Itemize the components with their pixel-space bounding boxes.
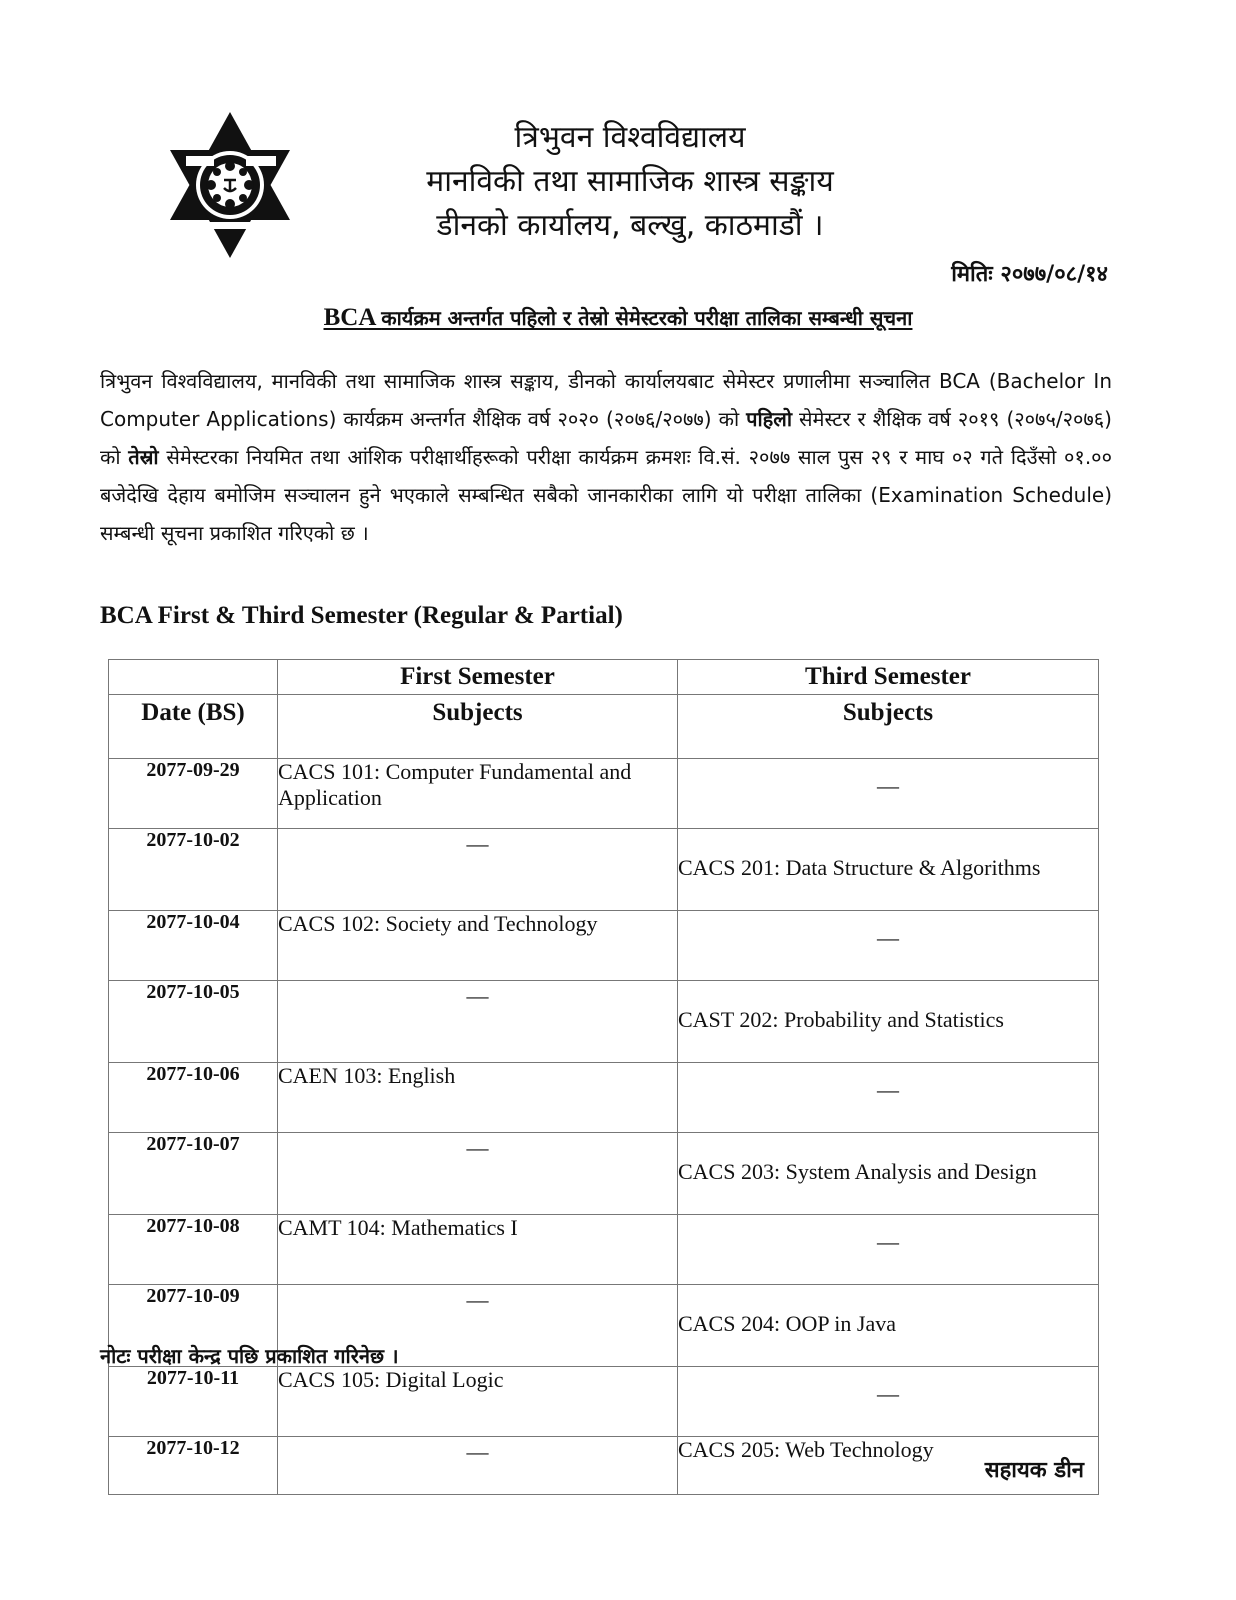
first-semester-empty: —	[278, 1285, 678, 1367]
exam-date: 2077-10-07	[109, 1133, 278, 1215]
exam-date: 2077-10-05	[109, 981, 278, 1063]
header-date: Date (BS)	[109, 695, 278, 759]
header-subjects-first: Subjects	[278, 695, 678, 759]
body-bold-third: तेस्रो	[128, 445, 159, 469]
header-first-semester: First Semester	[278, 660, 678, 695]
exam-date: 2077-10-11	[109, 1367, 278, 1437]
first-semester-subject: CAEN 103: English	[278, 1063, 678, 1133]
first-semester-subject: CACS 101: Computer Fundamental and Application	[278, 759, 678, 829]
third-semester-subject: CAST 202: Probability and Statistics	[678, 981, 1099, 1063]
third-semester-subject: CACS 204: OOP in Java	[678, 1285, 1099, 1367]
body-bold-first: पहिलो	[746, 407, 793, 431]
notice-date: मितिः २०७७/०८/१४	[951, 262, 1108, 287]
table-row	[109, 981, 1099, 1063]
table-row	[109, 759, 1099, 829]
third-semester-empty: —	[678, 1215, 1099, 1285]
first-semester-empty: —	[278, 1437, 678, 1495]
body-text-1: त्रिभुवन विश्वविद्यालय, मानविकी तथा सामाजिक शास्त्र सङ्काय, डीनको कार्यालयबाट सेमेस्टर प्रणालीमा सञ्चालित BCA (Bachelor In Computer Applications) कार्यक्रम अन्तर्गत शैक्षिक वर्ष २०२० (२०७६/२०७७) को	[100, 369, 1112, 431]
first-semester-subject: CACS 102: Society and Technology	[278, 911, 678, 981]
exam-date: 2077-10-12	[109, 1437, 278, 1495]
table-row	[109, 1215, 1099, 1285]
table-row	[109, 911, 1099, 981]
exam-date: 2077-10-04	[109, 911, 278, 981]
institution-header	[330, 116, 930, 248]
exam-date: 2077-10-06	[109, 1063, 278, 1133]
header-empty-cell	[109, 660, 278, 695]
third-semester-empty: —	[678, 911, 1099, 981]
table-subheader-row	[109, 695, 1099, 759]
body-text-3: सेमेस्टरका नियमित तथा आंशिक परीक्षार्थीहरूको परीक्षा कार्यक्रम क्रमशः वि.सं. २०७७ साल पुस २९ र माघ ०२ गते दिउँसो ०१.०० बजेदेखि देहाय बमोजिम सञ्चालन हुने भएकाले सम्बन्धित सबैको जानकारीका लागि यो परीक्षा तालिका (Examination Schedule) सम्बन्धी सूचना प्रकाशित गरिएको छ ।	[100, 445, 1112, 545]
first-semester-subject: CACS 105: Digital Logic	[278, 1367, 678, 1437]
table-row	[109, 829, 1099, 911]
faculty-name: मानविकी तथा सामाजिक शास्त्र सङ्काय	[426, 164, 834, 199]
exam-date: 2077-10-02	[109, 829, 278, 911]
title-program: BCA	[323, 304, 382, 331]
notice-body	[100, 362, 1112, 552]
table-row	[109, 1063, 1099, 1133]
signature: सहायक डीन	[984, 1458, 1084, 1483]
header-subjects-third: Subjects	[678, 695, 1099, 759]
title-text: कार्यक्रम अन्तर्गत पहिलो र तेस्रो सेमेस्टरको परीक्षा तालिका सम्बन्धी सूचना	[381, 306, 913, 330]
first-semester-subject: CAMT 104: Mathematics I	[278, 1215, 678, 1285]
university-logo	[166, 110, 294, 260]
section-heading: BCA First & Third Semester (Regular & Partial)	[100, 602, 623, 629]
exam-date: 2077-10-08	[109, 1215, 278, 1285]
office-address: डीनको कार्यालय, बल्खु, काठमाडौं ।	[436, 208, 824, 243]
table-header-row	[109, 660, 1099, 695]
table-row	[109, 1133, 1099, 1215]
exam-schedule-table	[108, 659, 1099, 1495]
table-row	[109, 1437, 1099, 1495]
note-text: नोटः परीक्षा केन्द्र पछि प्रकाशित गरिनेछ ।	[100, 1344, 399, 1368]
third-semester-subject: CACS 201: Data Structure & Algorithms	[678, 829, 1099, 911]
exam-date: 2077-10-09	[109, 1285, 278, 1367]
third-semester-empty: —	[678, 759, 1099, 829]
third-semester-subject: CACS 203: System Analysis and Design	[678, 1133, 1099, 1215]
first-semester-empty: —	[278, 1133, 678, 1215]
exam-date: 2077-09-29	[109, 759, 278, 829]
university-name: त्रिभुवन विश्वविद्यालय	[514, 120, 746, 155]
header-third-semester: Third Semester	[678, 660, 1099, 695]
first-semester-empty: —	[278, 829, 678, 911]
third-semester-subject: CACS 205: Web Technology	[678, 1437, 1099, 1495]
table-row	[109, 1367, 1099, 1437]
body-text-2: सेमेस्टर र शैक्षिक वर्ष २०१९ (२०७५/२०७६) को	[100, 407, 1112, 469]
first-semester-empty: —	[278, 981, 678, 1063]
notice-title	[0, 304, 1236, 332]
third-semester-empty: —	[678, 1367, 1099, 1437]
third-semester-empty: —	[678, 1063, 1099, 1133]
